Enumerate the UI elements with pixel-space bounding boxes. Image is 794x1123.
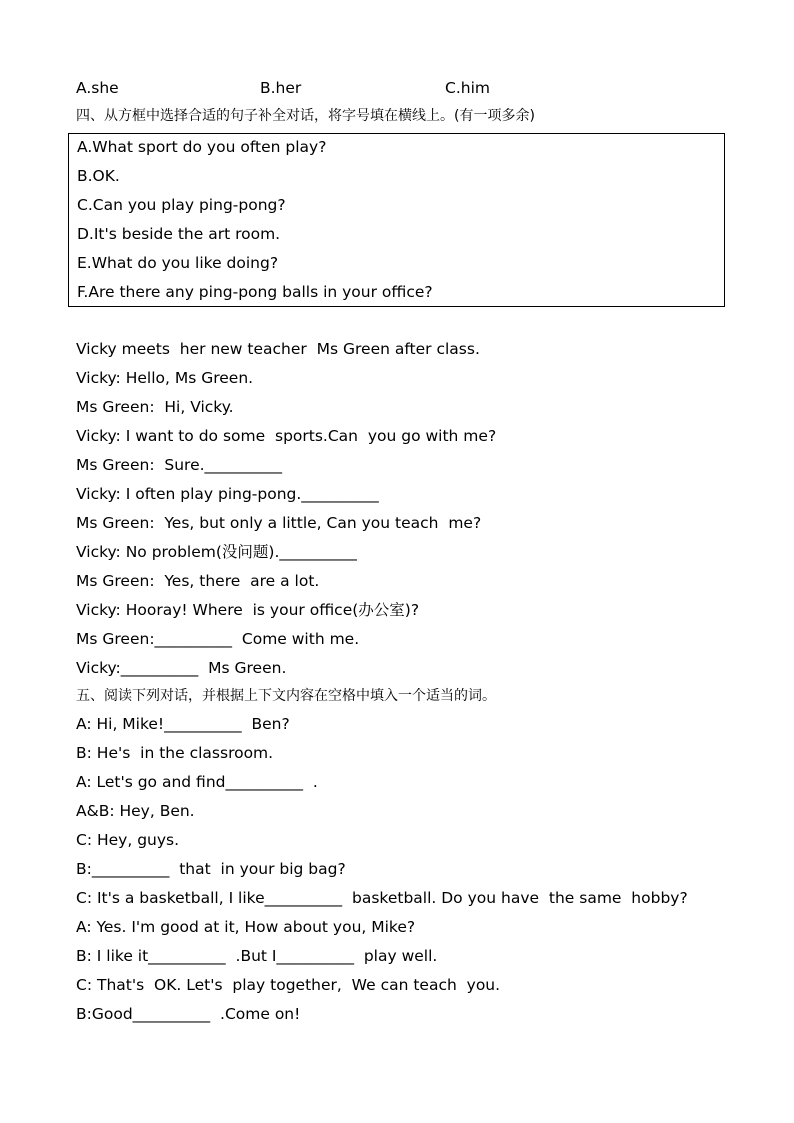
- dialogue-line: C: That's OK. Let's play together, We can teach you.: [76, 976, 501, 994]
- dialogue-line: A: Yes. I'm good at it, How about you, Mike?: [76, 918, 416, 936]
- dialogue-line: Ms Green: Yes, but only a little, Can you teach me?: [76, 514, 482, 532]
- dialogue-line: A&B: Hey, Ben.: [76, 802, 195, 820]
- dialogue-line: Vicky:__________ Ms Green.: [76, 659, 287, 677]
- dialogue-line: Vicky: I often play ping-pong.__________: [76, 485, 379, 503]
- dialogue-line: Ms Green: Hi, Vicky.: [76, 398, 234, 416]
- option-b: B.her: [260, 79, 302, 97]
- option-a: A.she: [76, 79, 119, 97]
- box-option: D.It's beside the art room.: [77, 225, 281, 243]
- dialogue-line: B:Good__________ .Come on!: [76, 1005, 301, 1023]
- dialogue-line: A: Let's go and find__________ .: [76, 773, 318, 791]
- dialogue-line: B: He's in the classroom.: [76, 744, 274, 762]
- dialogue-line: B:__________ that in your big bag?: [76, 860, 346, 878]
- dialogue-line: C: It's a basketball, I like__________ basketball. Do you have the same hobby?: [76, 889, 688, 907]
- dialogue-line: Ms Green: Yes, there are a lot.: [76, 572, 320, 590]
- dialogue-line: Vicky: Hello, Ms Green.: [76, 369, 254, 387]
- dialogue-line: Vicky: No problem(没问题).__________: [76, 543, 357, 561]
- section5-heading: 五、阅读下列对话，并根据上下文内容在空格中填入一个适当的词。: [76, 688, 496, 704]
- box-option: F.Are there any ping-pong balls in your office?: [77, 283, 433, 301]
- box-option: C.Can you play ping-pong?: [77, 196, 286, 214]
- dialogue-line: B: I like it__________ .But I__________ play well.: [76, 947, 438, 965]
- dialogue-line: C: Hey, guys.: [76, 831, 180, 849]
- box-option: B.OK.: [77, 167, 120, 185]
- dialogue-line: Vicky meets her new teacher Ms Green after class.: [76, 340, 480, 358]
- box-option: A.What sport do you often play?: [77, 138, 327, 156]
- dialogue-line: Ms Green:__________ Come with me.: [76, 630, 360, 648]
- option-c: C.him: [445, 79, 490, 97]
- dialogue-line: Ms Green: Sure.__________: [76, 456, 283, 474]
- box-option: E.What do you like doing?: [77, 254, 279, 272]
- section4-heading: 四、从方框中选择合适的句子补全对话，将字号填在横线上。(有一项多余): [76, 108, 535, 124]
- dialogue-line: A: Hi, Mike!__________ Ben?: [76, 715, 290, 733]
- dialogue-line: Vicky: I want to do some sports.Can you go with me?: [76, 427, 497, 445]
- dialogue-line: Vicky: Hooray! Where is your office(办公室)?: [76, 601, 420, 619]
- options-box: [68, 133, 725, 307]
